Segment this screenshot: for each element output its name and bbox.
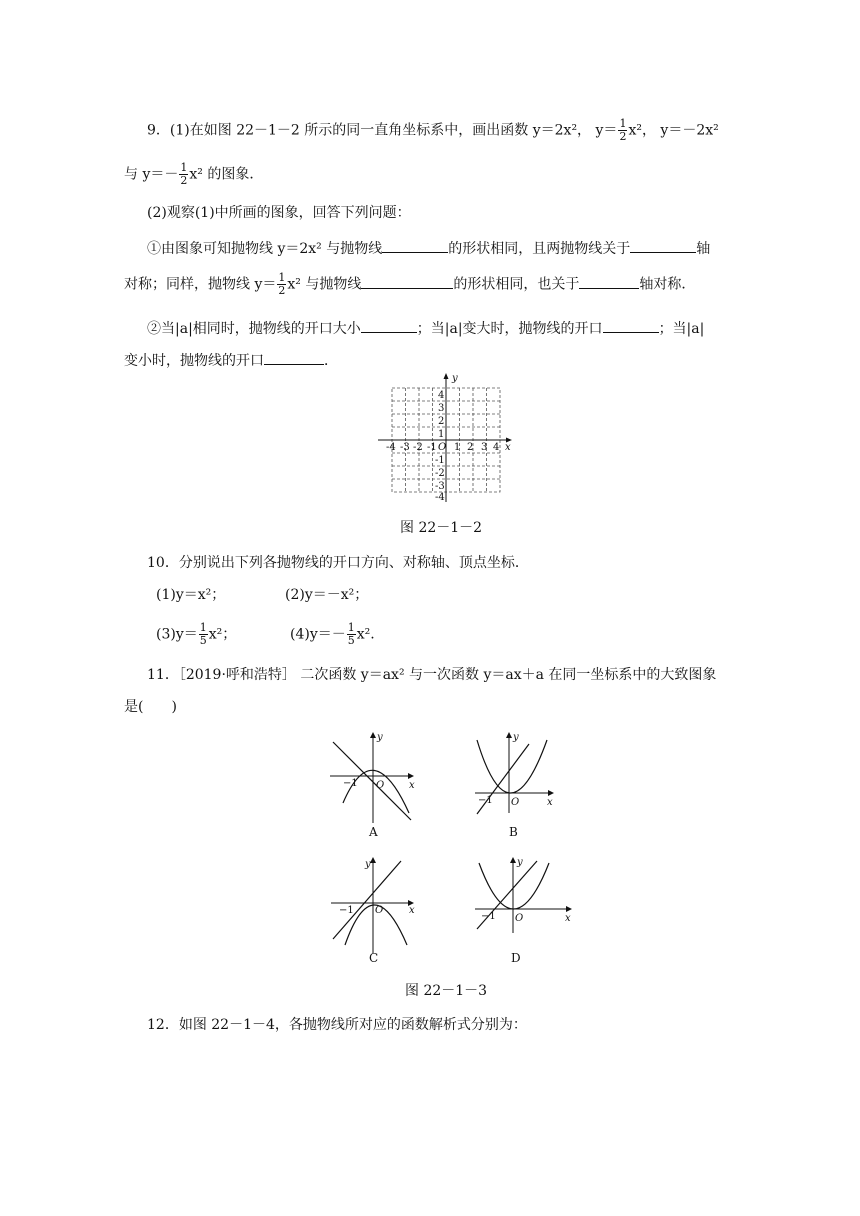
q9-func-3: y＝－2x²	[660, 122, 719, 139]
q10-item-4-post: x².	[356, 626, 375, 643]
y-label: y	[513, 732, 519, 743]
origin-label: O	[376, 780, 385, 791]
q10-item-3	[156, 622, 236, 647]
q11-question-line-1: 11．［2019·呼和浩特］ 二次函数 y＝ax² 与一次函数 y＝ax＋a 在同一坐标系中的大致图象	[147, 667, 717, 683]
answer-blank-6[interactable]	[603, 318, 659, 333]
q9-func-1: y＝2x²，	[532, 122, 592, 139]
option-d-label[interactable]: D	[511, 951, 521, 965]
y-tick: -2	[435, 468, 445, 479]
x-tick: -4	[386, 442, 396, 453]
parabola-curve	[343, 770, 409, 813]
q9-p3-c: 轴	[696, 241, 711, 257]
q9-p6-b: ．	[324, 353, 338, 369]
answer-blank-2[interactable]	[630, 238, 696, 253]
y-tick: -3	[435, 481, 445, 492]
fraction-fifth	[199, 622, 208, 647]
fraction-num: 1	[278, 271, 286, 284]
parabola-curve	[479, 863, 549, 909]
q11-question-line-2: 是( )	[124, 699, 177, 715]
x-tick: 2	[467, 442, 474, 453]
option-c-label[interactable]: C	[369, 951, 379, 965]
y-axis-arrow	[444, 373, 449, 379]
fraction-num: 1	[199, 621, 207, 634]
option-graphs-figure	[325, 728, 585, 966]
origin-label: O	[515, 913, 524, 924]
answer-blank-1[interactable]	[382, 238, 448, 253]
grid-x-label: x	[505, 442, 511, 453]
q10-question: 10．分别说出下列各抛物线的开口方向、对称轴、顶点坐标．	[147, 555, 529, 571]
fraction-half-neg	[179, 162, 188, 187]
fraction-half	[618, 118, 627, 143]
origin-label: O	[375, 905, 384, 916]
minus-one-label: −1	[339, 905, 354, 916]
fraction-den: 2	[619, 130, 627, 143]
q9-line-1	[147, 118, 719, 143]
y-tick: -4	[435, 492, 445, 503]
q10-item-4	[290, 622, 375, 647]
q10-item-3-post: x²；	[208, 626, 237, 643]
q9-number: 9．	[147, 122, 170, 139]
q10-item-3-pre: (3)y＝	[156, 626, 198, 643]
q9-part2: (2)观察(1)中所画的图象，回答下列问题：	[147, 205, 411, 221]
coordinate-grid-figure	[372, 370, 522, 505]
option-d-graph	[475, 857, 571, 965]
q9-part1-text: (1)在如图 22－1－2 所示的同一直角坐标系中，画出函数	[169, 122, 533, 139]
grid-y-label: y	[452, 373, 458, 384]
q9-line-3	[147, 238, 710, 259]
x-tick: -2	[413, 442, 423, 453]
q9-line-6	[124, 350, 338, 371]
minus-one-label: −1	[481, 911, 496, 922]
q9-func-4-suffix: x² 的图象．	[189, 166, 264, 183]
y-tick: 4	[438, 390, 445, 401]
q9-func-2-suffix: x²，	[628, 122, 656, 139]
y-tick: 2	[438, 416, 445, 427]
fraction-fifth-neg	[347, 622, 356, 647]
q9-line-4	[124, 272, 695, 297]
fraction-num: 1	[180, 161, 188, 174]
option-a-graph	[330, 732, 415, 839]
x-tick: 1	[454, 442, 461, 453]
x-label: x	[565, 913, 571, 924]
y-tick: 1	[438, 429, 445, 440]
fraction-num: 1	[347, 621, 355, 634]
option-b-label[interactable]: B	[509, 825, 518, 839]
fraction-den: 2	[278, 284, 286, 297]
q9-p4-d: 轴对称．	[639, 276, 696, 293]
option-b-graph	[475, 732, 553, 839]
q9-p4-b: x² 与抛物线	[287, 276, 362, 293]
q9-func-2-prefix: y＝	[595, 122, 618, 139]
y-label: y	[377, 732, 383, 743]
minus-one-label: −1	[343, 778, 358, 789]
q9-line-2	[124, 162, 263, 187]
y-tick: -1	[435, 455, 445, 466]
x-label: x	[547, 797, 553, 808]
figure-caption-22-1-2: 图 22－1－2	[400, 520, 483, 536]
q12-question: 12．如图 22－1－4，各抛物线所对应的函数解析式分别为：	[147, 1017, 527, 1033]
q9-p4-c: 的形状相同，也关于	[453, 276, 580, 293]
q10-item-1: (1)y＝x²；	[156, 587, 226, 603]
x-tick: 3	[481, 442, 488, 453]
fraction-den: 5	[199, 634, 207, 647]
y-label: y	[365, 859, 371, 870]
x-tick: -3	[400, 442, 410, 453]
answer-blank-4[interactable]	[579, 274, 639, 289]
x-label: x	[409, 780, 415, 791]
answer-blank-7[interactable]	[264, 350, 324, 365]
q10-item-4-pre: (4)y＝－	[290, 626, 346, 643]
grid-origin: O	[438, 442, 447, 453]
q9-p5-a: ②当|a|相同时，抛物线的开口大小	[147, 321, 361, 337]
y-tick: 3	[438, 403, 445, 414]
answer-blank-3[interactable]	[361, 274, 453, 289]
q9-p3-a: ①由图象可知抛物线 y＝2x² 与抛物线	[147, 241, 383, 257]
fraction-half-2	[277, 272, 286, 297]
x-tick: 4	[493, 442, 500, 453]
line-graph	[333, 861, 401, 939]
y-label: y	[517, 857, 523, 868]
q9-func-4-prefix: 与 y＝－	[124, 166, 179, 183]
q9-p4-a: 对称；同样，抛物线 y＝	[124, 276, 277, 293]
x-label: x	[409, 905, 415, 916]
origin-label: O	[511, 797, 520, 808]
answer-blank-5[interactable]	[361, 318, 417, 333]
x-tick: -1	[427, 442, 437, 453]
q9-p3-b: 的形状相同，且两抛物线关于	[448, 241, 631, 257]
option-a-label[interactable]: A	[369, 825, 378, 839]
q9-line-5	[147, 318, 704, 339]
q9-p6-a: 变小时，抛物线的开口	[124, 353, 264, 369]
minus-one-label: −1	[478, 795, 493, 806]
grid-tick-labels	[386, 373, 511, 503]
figure-caption-22-1-3: 图 22－1－3	[405, 983, 488, 999]
fraction-den: 2	[180, 174, 188, 187]
fraction-num: 1	[619, 117, 627, 130]
fraction-den: 5	[347, 634, 355, 647]
option-c-graph	[331, 858, 415, 965]
q9-p5-b: ；当|a|变大时，抛物线的开口	[416, 321, 603, 337]
q9-p5-c: ；当|a|	[658, 321, 705, 337]
q10-item-2: (2)y＝－x²；	[285, 587, 369, 603]
